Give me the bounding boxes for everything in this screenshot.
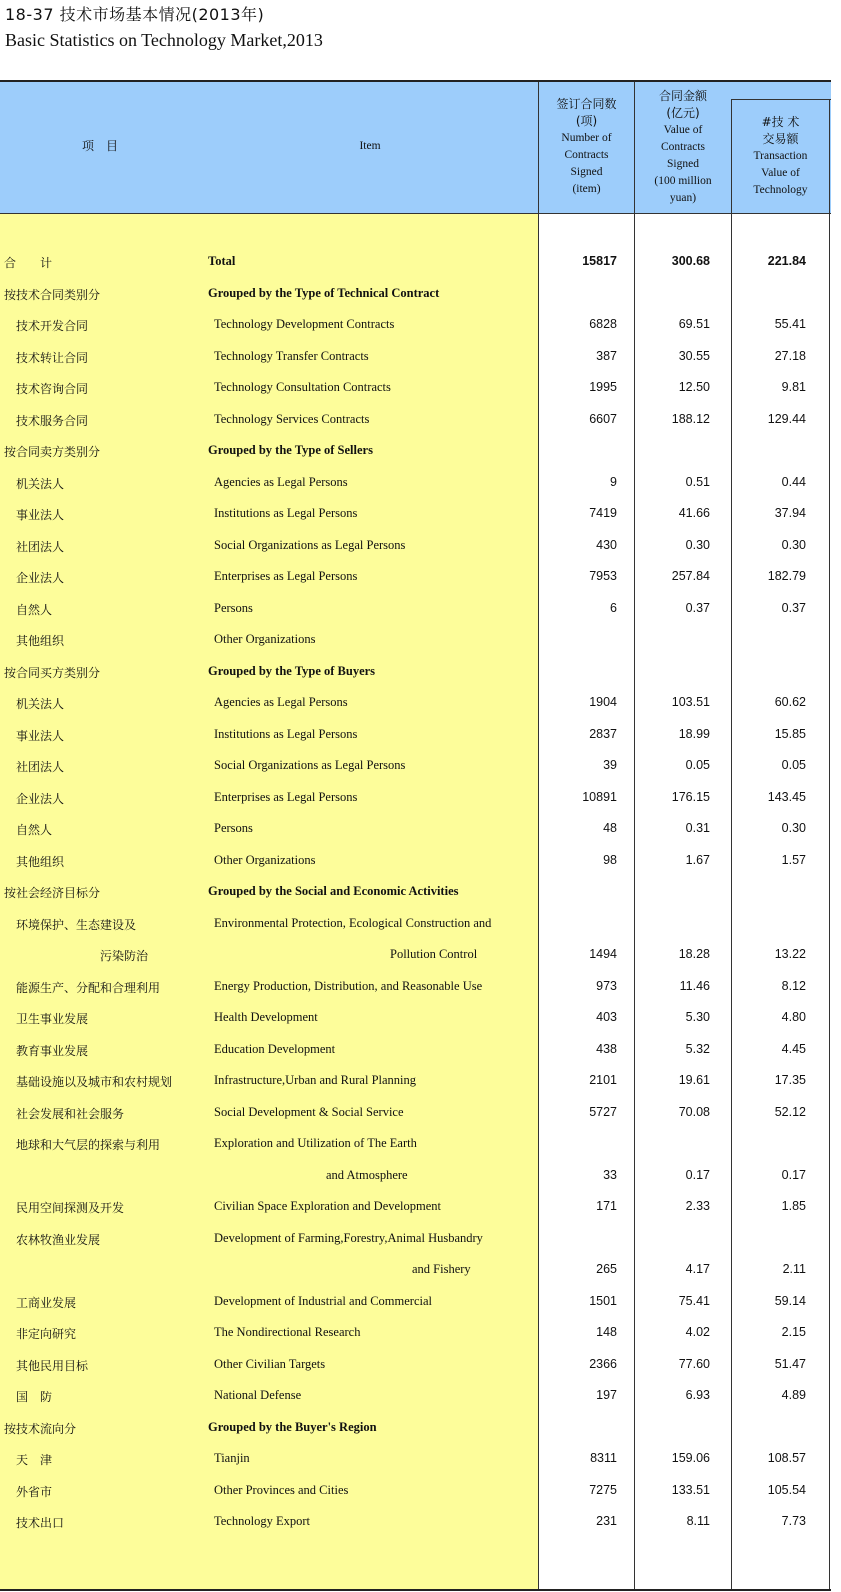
value-contracts-number: 197 — [596, 1388, 617, 1402]
value-contracts-number: 15817 — [582, 254, 617, 268]
row-label-cn: 合 计 — [4, 256, 53, 270]
page-title-cn: 18-37 技术市场基本情况(2013年) — [5, 5, 265, 24]
table-row — [0, 246, 831, 278]
row-label-en: Other Provinces and Cities — [214, 1482, 349, 1497]
value-transaction-amount: 0.30 — [781, 821, 806, 835]
value-contracts-number: 98 — [603, 852, 617, 867]
row-label-cn: 天 津 — [16, 1453, 53, 1467]
row-label-cn: 自然人 — [16, 823, 53, 837]
row-label-en: Social Organizations as Legal Persons — [214, 537, 406, 552]
row-label-cn: 其他民用目标 — [16, 1358, 89, 1373]
value-transaction-amount: 7.73 — [781, 1514, 806, 1528]
table-row — [0, 750, 831, 782]
value-transaction-amount: 0.37 — [781, 600, 806, 615]
value-contracts-amount: 1.67 — [685, 852, 710, 867]
value-transaction-amount: 59.14 — [774, 1293, 806, 1308]
row-label-cn: 技术咨询合同 — [16, 382, 89, 396]
value-contracts-number: 1501 — [589, 1293, 617, 1308]
row-label-cn: 企业法人 — [16, 571, 65, 585]
row-label-cn: 企业法人 — [16, 791, 65, 806]
header-contracts-number: 签订合同数 (项) Number of Contracts Signed (item) — [556, 97, 617, 195]
row-label-en: and Atmosphere — [326, 1167, 408, 1182]
value-contracts-amount: 41.66 — [678, 506, 710, 520]
value-contracts-number: 48 — [603, 821, 617, 835]
table-row — [0, 1223, 831, 1255]
value-transaction-amount: 60.62 — [774, 695, 806, 709]
value-transaction-amount: 0.05 — [781, 758, 806, 772]
value-transaction-amount: 52.12 — [774, 1104, 806, 1119]
row-label-en: Other Civilian Targets — [214, 1356, 326, 1371]
row-label-en: Energy Production, Distribution, and Reasonable Use — [214, 978, 483, 993]
table-row — [0, 593, 831, 625]
row-label-en: and Fishery — [412, 1262, 471, 1276]
value-contracts-amount: 5.30 — [685, 1010, 710, 1024]
value-transaction-amount: 1.57 — [781, 852, 806, 867]
value-transaction-amount: 108.57 — [767, 1451, 806, 1465]
value-transaction-amount: 4.80 — [781, 1010, 806, 1024]
value-contracts-amount: 6.93 — [685, 1388, 710, 1402]
row-label-cn: 技术服务合同 — [16, 413, 89, 428]
table-row — [0, 1191, 831, 1223]
value-contracts-number: 148 — [596, 1325, 617, 1339]
table-row — [0, 939, 831, 971]
row-label-en: The Nondirectional Research — [214, 1325, 361, 1339]
statistics-table — [0, 80, 831, 1591]
table-row — [0, 1128, 831, 1160]
value-contracts-number: 171 — [596, 1199, 617, 1213]
value-contracts-number: 231 — [596, 1514, 617, 1528]
value-contracts-amount: 18.28 — [678, 947, 710, 961]
value-transaction-amount: 143.45 — [767, 789, 806, 804]
row-label-cn: 事业法人 — [16, 508, 65, 522]
row-label-en: Technology Development Contracts — [214, 317, 395, 331]
table-row — [0, 1317, 831, 1349]
table-row — [0, 876, 831, 908]
value-contracts-number: 2837 — [589, 726, 617, 741]
row-label-cn: 按社会经济目标分 — [4, 886, 101, 900]
value-contracts-amount: 8.11 — [686, 1514, 710, 1528]
row-label-cn: 污染防治 — [100, 949, 149, 963]
table-row — [0, 813, 831, 845]
value-transaction-amount: 13.22 — [774, 947, 806, 961]
value-contracts-number: 438 — [596, 1041, 617, 1056]
value-transaction-amount: 55.41 — [774, 317, 806, 331]
row-label-en: Grouped by the Buyer's Region — [208, 1419, 377, 1434]
row-label-cn: 按技术合同类别分 — [4, 287, 101, 302]
row-label-cn: 其他组织 — [16, 854, 65, 869]
table-row — [0, 845, 831, 877]
table-row — [0, 624, 831, 656]
value-transaction-amount: 1.85 — [781, 1199, 806, 1213]
table-row — [0, 1034, 831, 1066]
value-contracts-number: 8311 — [590, 1451, 617, 1465]
row-label-en: Development of Farming,Forestry,Animal Husbandry — [214, 1230, 483, 1245]
value-contracts-amount: 69.51 — [678, 317, 710, 331]
row-label-cn: 按合同买方类别分 — [4, 665, 101, 680]
row-label-cn: 社团法人 — [16, 760, 65, 774]
value-transaction-amount: 0.44 — [781, 474, 806, 489]
table-row — [0, 561, 831, 593]
table-row — [0, 1506, 831, 1538]
row-label-cn: 其他组织 — [16, 634, 65, 648]
page-title-en: Basic Statistics on Technology Market,2013 — [5, 30, 323, 50]
table-row — [0, 1443, 831, 1475]
value-contracts-number: 2366 — [589, 1356, 617, 1371]
bottom-rule — [0, 1589, 831, 1591]
table-row — [0, 1002, 831, 1034]
row-label-cn: 教育事业发展 — [16, 1043, 89, 1058]
table-row — [0, 782, 831, 814]
value-transaction-amount: 221.84 — [767, 254, 806, 268]
value-contracts-number: 403 — [596, 1010, 617, 1024]
header-bottom-rule — [0, 213, 831, 214]
row-label-cn: 社会发展和社会服务 — [16, 1106, 125, 1121]
row-label-en: Grouped by the Type of Buyers — [208, 663, 376, 678]
row-label-en: Total — [208, 254, 236, 268]
row-label-en: Technology Services Contracts — [214, 411, 370, 426]
row-label-en: Environmental Protection, Ecological Construction and — [214, 915, 492, 930]
row-label-en: Exploration and Utilization of The Earth — [214, 1136, 417, 1150]
value-contracts-number: 7953 — [589, 569, 617, 583]
value-transaction-amount: 9.81 — [781, 380, 806, 394]
row-label-cn: 机关法人 — [16, 697, 65, 711]
row-label-en: Institutions as Legal Persons — [214, 506, 358, 520]
value-transaction-amount: 105.54 — [767, 1482, 806, 1497]
value-contracts-amount: 5.32 — [685, 1041, 710, 1056]
row-label-en: Tianjin — [214, 1451, 250, 1465]
value-contracts-number: 1904 — [589, 695, 617, 709]
row-label-cn: 自然人 — [16, 602, 53, 617]
table-row — [0, 467, 831, 499]
value-contracts-number: 7419 — [589, 506, 617, 520]
value-transaction-amount: 8.12 — [781, 978, 806, 993]
value-contracts-amount: 75.41 — [678, 1293, 710, 1308]
row-label-en: Enterprises as Legal Persons — [214, 569, 358, 583]
table-row — [0, 908, 831, 940]
value-contracts-number: 1995 — [589, 380, 617, 394]
top-rule — [0, 80, 831, 82]
value-contracts-number: 6828 — [589, 317, 617, 331]
table-row — [0, 1349, 831, 1381]
value-contracts-number: 1494 — [589, 947, 617, 961]
table-row — [0, 1097, 831, 1129]
row-label-cn: 机关法人 — [16, 476, 65, 491]
value-contracts-amount: 300.68 — [671, 254, 710, 268]
row-label-en: Other Organizations — [214, 632, 316, 646]
value-transaction-amount: 0.30 — [781, 537, 806, 552]
row-label-cn: 工商业发展 — [16, 1295, 77, 1310]
value-contracts-number: 10891 — [582, 789, 617, 804]
row-label-en: Social Organizations as Legal Persons — [214, 758, 406, 772]
row-label-cn: 事业法人 — [16, 728, 65, 743]
value-transaction-amount: 2.15 — [781, 1325, 806, 1339]
row-label-cn: 能源生产、分配和合理利用 — [16, 980, 161, 995]
row-label-cn: 国 防 — [16, 1390, 53, 1404]
header-item-en: Item — [359, 140, 381, 152]
table-row — [0, 1412, 831, 1444]
row-label-en: Technology Export — [214, 1514, 310, 1528]
value-contracts-amount: 4.17 — [685, 1262, 710, 1276]
value-contracts-number: 2101 — [589, 1073, 617, 1087]
row-label-en: Civilian Space Exploration and Development — [214, 1199, 442, 1213]
table-row — [0, 1286, 831, 1318]
row-label-en: Infrastructure,Urban and Rural Planning — [214, 1073, 417, 1087]
value-contracts-amount: 176.15 — [671, 789, 710, 804]
value-transaction-amount: 4.89 — [781, 1388, 806, 1402]
row-label-en: Pollution Control — [390, 947, 478, 961]
value-contracts-amount: 0.30 — [685, 537, 710, 552]
value-contracts-amount: 0.17 — [685, 1167, 710, 1182]
table-row — [0, 1380, 831, 1412]
value-transaction-amount: 37.94 — [774, 506, 806, 520]
row-label-cn: 非定向研究 — [16, 1327, 77, 1341]
value-contracts-number: 387 — [596, 348, 617, 363]
value-contracts-amount: 11.46 — [679, 978, 710, 993]
table-row — [0, 530, 831, 562]
value-contracts-amount: 4.02 — [685, 1325, 710, 1339]
row-label-cn: 按技术流向分 — [4, 1421, 77, 1436]
header-contracts-value: 合同金额 (亿元) Value of Contracts Signed (100 million yuan) — [654, 89, 712, 204]
row-label-en: Agencies as Legal Persons — [214, 695, 348, 709]
value-contracts-amount: 133.51 — [671, 1482, 710, 1497]
table-row — [0, 341, 831, 373]
value-contracts-amount: 2.33 — [685, 1199, 710, 1213]
table-row — [0, 656, 831, 688]
row-label-en: Persons — [214, 821, 253, 835]
sub-header-rule — [731, 99, 831, 100]
value-contracts-amount: 18.99 — [678, 726, 710, 741]
header-transaction-value: #技 术 交易额 Transaction Value of Technology — [753, 115, 808, 196]
value-contracts-amount: 30.55 — [678, 348, 710, 363]
row-label-en: Persons — [214, 600, 253, 615]
value-transaction-amount: 15.85 — [774, 726, 806, 741]
row-label-cn: 民用空间探测及开发 — [16, 1201, 125, 1215]
value-transaction-amount: 182.79 — [767, 569, 806, 583]
value-contracts-amount: 0.51 — [685, 474, 710, 489]
value-transaction-amount: 2.11 — [782, 1262, 806, 1276]
value-contracts-amount: 12.50 — [678, 380, 710, 394]
row-label-en: Institutions as Legal Persons — [214, 726, 358, 741]
value-contracts-amount: 159.06 — [671, 1451, 710, 1465]
table-row — [0, 278, 831, 310]
value-contracts-number: 33 — [603, 1167, 617, 1182]
row-label-cn: 社团法人 — [16, 539, 65, 554]
value-contracts-amount: 0.05 — [685, 758, 710, 772]
table-row — [0, 309, 831, 341]
row-label-en: Education Development — [214, 1041, 336, 1056]
value-contracts-amount: 77.60 — [678, 1356, 710, 1371]
table-row — [0, 404, 831, 436]
value-contracts-number: 265 — [596, 1262, 617, 1276]
row-label-en: Enterprises as Legal Persons — [214, 789, 358, 804]
row-label-cn: 地球和大气层的探索与利用 — [16, 1138, 161, 1152]
row-label-en: Technology Consultation Contracts — [214, 380, 391, 394]
table-row — [0, 1254, 831, 1286]
table-row — [0, 719, 831, 751]
row-label-en: Grouped by the Type of Sellers — [208, 443, 373, 457]
row-label-cn: 技术出口 — [16, 1516, 65, 1530]
row-label-cn: 卫生事业发展 — [16, 1012, 89, 1026]
row-label-cn: 外省市 — [16, 1484, 53, 1499]
table-row — [0, 1065, 831, 1097]
row-label-en: Social Development & Social Service — [214, 1104, 404, 1119]
row-label-en: Agencies as Legal Persons — [214, 474, 348, 489]
value-contracts-amount: 257.84 — [671, 569, 710, 583]
value-contracts-number: 973 — [596, 978, 617, 993]
value-transaction-amount: 27.18 — [774, 348, 806, 363]
row-label-en: Grouped by the Type of Technical Contract — [208, 285, 440, 300]
value-transaction-amount: 17.35 — [774, 1073, 806, 1087]
value-contracts-amount: 0.31 — [685, 821, 710, 835]
table-row — [0, 498, 831, 530]
row-label-cn: 技术转让合同 — [16, 350, 89, 365]
row-label-en: Technology Transfer Contracts — [214, 348, 369, 363]
value-transaction-amount: 4.45 — [781, 1041, 806, 1056]
row-label-cn: 环境保护、生态建设及 — [16, 917, 137, 932]
row-label-en: National Defense — [214, 1388, 302, 1402]
table-row — [0, 1160, 831, 1192]
value-transaction-amount: 0.17 — [781, 1167, 806, 1182]
value-contracts-number: 6607 — [589, 411, 617, 426]
value-contracts-number: 9 — [610, 474, 617, 489]
value-contracts-number: 5727 — [589, 1104, 617, 1119]
table-row — [0, 971, 831, 1003]
row-label-en: Health Development — [214, 1010, 318, 1024]
row-label-cn: 农林牧渔业发展 — [16, 1232, 101, 1247]
value-contracts-number: 6 — [610, 600, 617, 615]
row-label-cn: 技术开发合同 — [16, 319, 89, 333]
value-contracts-amount: 70.08 — [678, 1104, 710, 1119]
row-label-cn: 基础设施以及城市和农村规划 — [16, 1075, 173, 1089]
value-transaction-amount: 129.44 — [767, 411, 806, 426]
value-contracts-number: 39 — [603, 758, 617, 772]
header-item-cn: 项 目 — [81, 139, 118, 153]
row-label-cn: 按合同卖方类别分 — [4, 445, 101, 459]
table-row — [0, 1475, 831, 1507]
row-label-en: Grouped by the Social and Economic Activities — [208, 884, 459, 898]
value-transaction-amount: 51.47 — [774, 1356, 806, 1371]
value-contracts-number: 430 — [596, 537, 617, 552]
value-contracts-amount: 188.12 — [671, 411, 710, 426]
table-row — [0, 687, 831, 719]
value-contracts-number: 7275 — [589, 1482, 617, 1497]
value-contracts-amount: 0.37 — [685, 600, 710, 615]
value-contracts-amount: 103.51 — [671, 695, 710, 709]
row-label-en: Development of Industrial and Commercial — [214, 1293, 432, 1308]
row-label-en: Other Organizations — [214, 852, 316, 867]
value-contracts-amount: 19.61 — [678, 1073, 710, 1087]
table-row — [0, 435, 831, 467]
table-row — [0, 372, 831, 404]
